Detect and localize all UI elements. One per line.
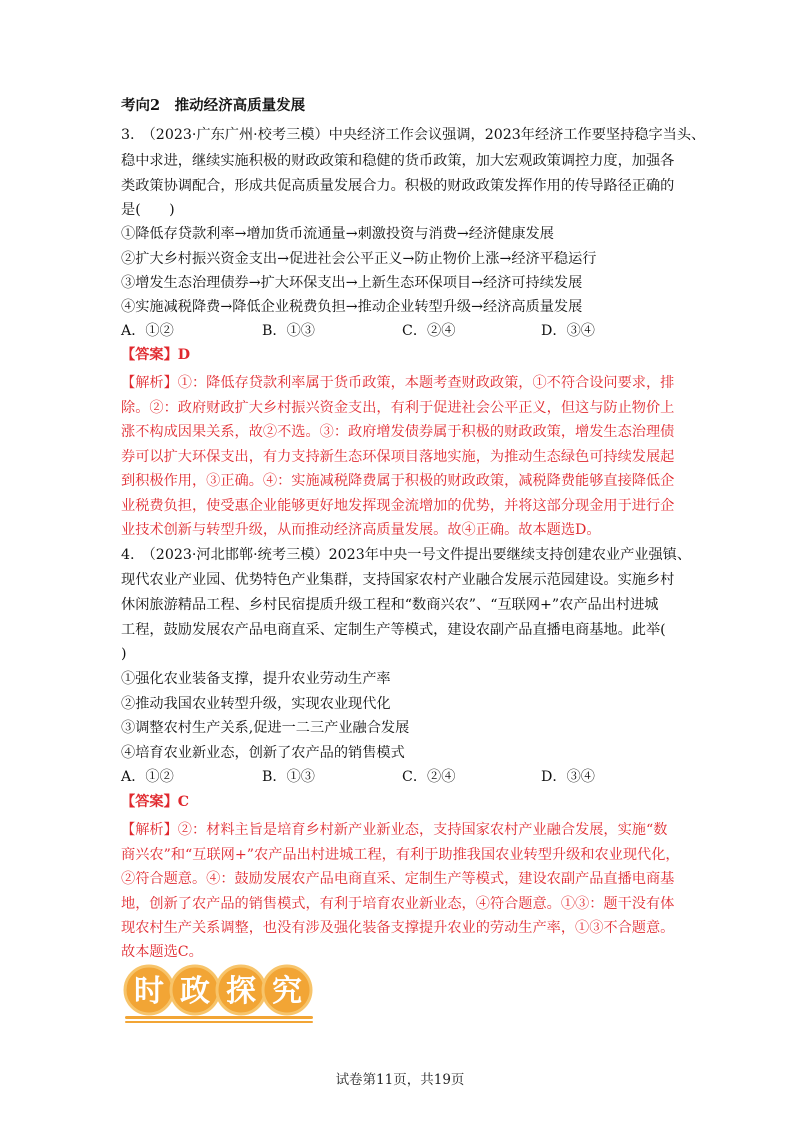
question-text-line: 类政策协调配合，形成共促高质量发展合力。积极的财政政策发挥作用的传导路径正确的	[121, 178, 675, 194]
analysis-line: 业税费负担，使受惠企业能够更好地发挥现金流增加的优势，并将这部分现金用于进行企	[121, 498, 675, 514]
analysis-line: 商兴农”和“互联网+”农产品出村进城工程，有利于助推我国农业转型升级和农业现代化，	[121, 847, 680, 863]
statement-item: ③调整农村生产关系,促进一二三产业融合发展	[121, 720, 410, 736]
statement-item: ④培育农业新业态，创新了农产品的销售模式	[121, 745, 405, 761]
current-affairs-banner-graphic	[121, 962, 321, 1026]
question-text-line: 是( )	[121, 202, 175, 218]
option-b: B．①③	[262, 323, 315, 339]
analysis-line: ②符合题意。④：鼓励发展农产品电商直采、定制生产等模式，建设农副产品直播电商基	[121, 871, 675, 887]
question-text-line: )	[121, 646, 127, 662]
option-c: C．②④	[402, 323, 456, 339]
analysis-line: 地，创新了农产品的销售模式，有利于培育农业新业态，④符合题意。①③：题干没有体	[121, 896, 675, 912]
statement-item: ②推动我国农业转型升级，实现农业现代化	[121, 696, 391, 712]
statement-item: ②扩大乡村振兴资金支出→促进社会公平正义→防止物价上涨→经济平稳运行	[121, 251, 597, 267]
banner-character: 探	[226, 974, 256, 1009]
question-text-line: 3. （2023·广东广州·校考三模）中央经济工作会议强调，2023年经济工作要坚持稳字当头、	[121, 127, 706, 143]
question-text-line: 工程，鼓励发展农产品电商直采、定制生产等模式，建设农副产品直播电商基地。此举(	[121, 622, 666, 638]
question-text-line: 4. （2023·河北邯郸·统考三模）2023年中央一号文件提出要继续支持创建农业产业强镇、	[121, 547, 692, 563]
current-affairs-banner	[121, 962, 321, 1026]
analysis-line: 到积极作用，③正确。④：实施减税降费属于积极的财政政策，减税降费能够直接降低企	[121, 473, 675, 489]
banner-character: 政	[180, 974, 210, 1009]
analysis-line: 除。②：政府财政扩大乡村振兴资金支出，有利于促进社会公平正义，但这与防止物价上	[121, 400, 675, 416]
option-a: A．①②	[121, 323, 174, 339]
banner-character: 究	[272, 974, 302, 1009]
section-heading: 考向2 推动经济高质量发展	[121, 97, 306, 114]
statement-item: ④实施减税降费→降低企业税费负担→推动企业转型升级→经济高质量发展	[121, 299, 583, 315]
analysis-line: 【解析】①：降低存贷款利率属于货币政策，本题考查财政政策，①不符合设问要求，排	[121, 375, 675, 391]
answer-label: 【答案】D	[121, 347, 191, 363]
analysis-line: 【解析】②：材料主旨是培育乡村新产业新业态，支持国家农村产业融合发展，实施“数	[121, 822, 668, 838]
question-text-line: 现代农业产业园、优势特色产业集群，支持国家农村产业融合发展示范园建设。实施乡村	[121, 572, 675, 588]
statement-item: ①降低存贷款利率→增加货币流通量→刺激投资与消费→经济健康发展	[121, 226, 554, 242]
option-a: A．①②	[121, 769, 174, 785]
analysis-line: 现农村生产关系调整，也没有涉及强化装备支撑提升农业的劳动生产率，①③不合题意。	[121, 920, 675, 936]
analysis-line: 涨不构成因果关系，故②不选。③：政府增发债券属于积极的财政政策，增发生态治理债	[121, 424, 675, 440]
question-text-line: 休闲旅游精品工程、乡村民宿提质升级工程和“数商兴农”、“互联网+”农产品出村进城	[121, 597, 659, 613]
analysis-line: 故本题选C。	[121, 944, 203, 960]
banner-character: 时	[134, 974, 164, 1009]
option-c: C．②④	[402, 769, 456, 785]
analysis-line: 券可以扩大环保支出，有力支持新生态环保项目落地实施，为推动生态绿色可持续发展起	[121, 449, 675, 465]
option-b: B．①③	[262, 769, 315, 785]
statement-item: ③增发生态治理债券→扩大环保支出→上新生态环保项目→经济可持续发展	[121, 275, 583, 291]
statement-item: ①强化农业装备支撑，提升农业劳动生产率	[121, 671, 391, 687]
answer-label: 【答案】C	[121, 794, 190, 810]
page-footer: 试卷第11页，共19页	[335, 1072, 465, 1088]
question-text-line: 稳中求进，继续实施积极的财政政策和稳健的货币政策，加大宏观政策调控力度，加强各	[121, 153, 675, 169]
analysis-line: 业技术创新与转型升级，从而推动经济高质量发展。故④正确。故本题选D。	[121, 522, 601, 538]
option-d: D．③④	[541, 323, 595, 339]
option-d: D．③④	[541, 769, 595, 785]
